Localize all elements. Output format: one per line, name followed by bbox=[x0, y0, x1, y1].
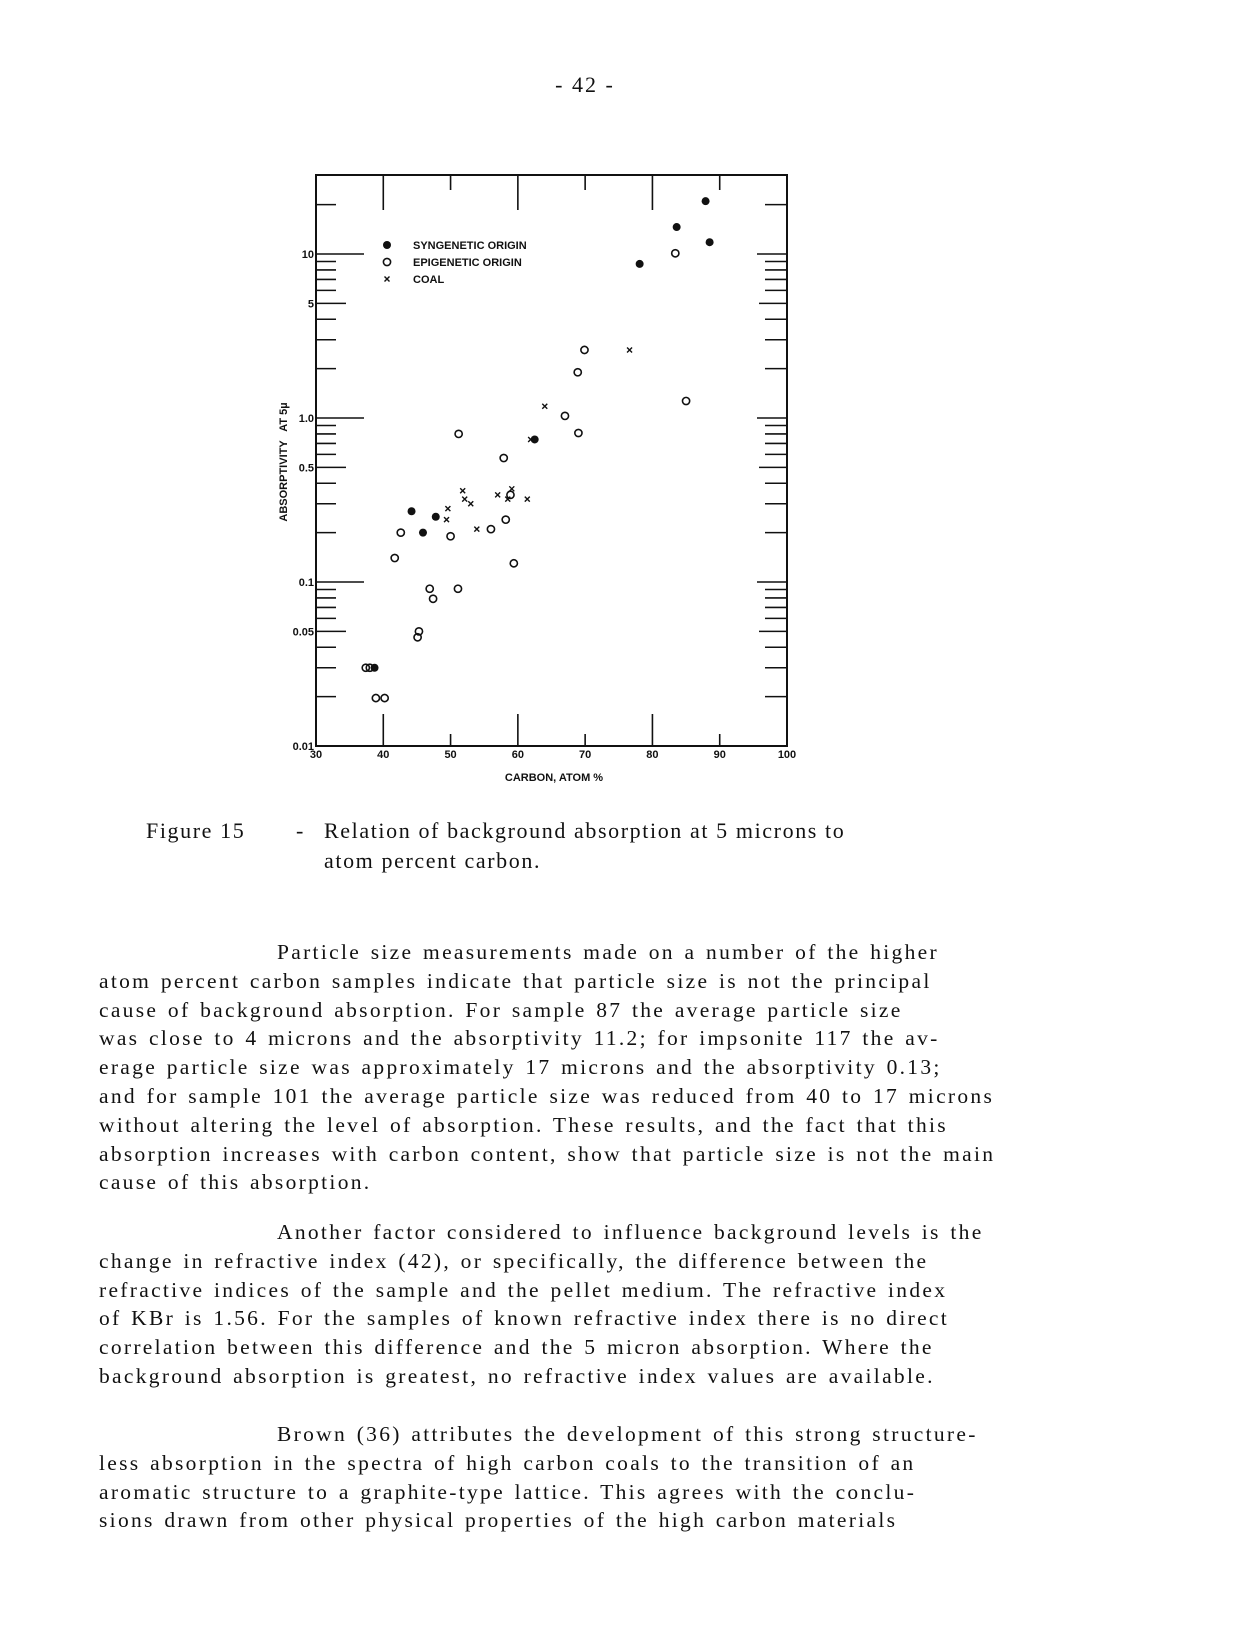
coalpoint bbox=[474, 527, 479, 532]
epigenetic-originpoint bbox=[429, 595, 436, 602]
epigenetic-originpoint bbox=[561, 412, 568, 419]
x-tick-label: 50 bbox=[444, 749, 457, 761]
x-tick-label: 80 bbox=[646, 749, 659, 761]
x-tick-label: 60 bbox=[511, 749, 524, 761]
y-tick-label: 0.05 bbox=[292, 626, 314, 639]
epigenetic-originpoint bbox=[575, 429, 582, 436]
figure-label: Figure 15 bbox=[146, 818, 246, 843]
syngenetic-originpoint bbox=[702, 197, 710, 205]
epigenetic-originpoint bbox=[682, 397, 689, 404]
legend-label: COAL bbox=[413, 274, 445, 286]
text-line: Another factor considered to influence background levels is the bbox=[277, 1220, 984, 1244]
epigenetic-originpoint bbox=[391, 554, 398, 561]
coalpoint bbox=[462, 497, 467, 502]
text-line: Brown (36) attributes the development of this strong structure- bbox=[277, 1422, 978, 1446]
syngenetic-originpoint bbox=[636, 260, 644, 268]
epigenetic-originpoint bbox=[487, 526, 494, 533]
y-tick-label: 1.0 bbox=[298, 413, 314, 425]
legend-label: EPIGENETIC ORIGIN bbox=[413, 257, 522, 269]
text-line: cause of background absorption. For sample 87 the average particle size bbox=[99, 997, 903, 1022]
epigenetic-originpoint bbox=[574, 369, 581, 376]
text-line: change in refractive index (42), or specifically, the difference between the bbox=[99, 1248, 929, 1273]
text-line: atom percent carbon samples indicate that particle size is not the principal bbox=[99, 968, 932, 993]
epigenetic-originpoint bbox=[397, 529, 404, 536]
paragraph-3 bbox=[99, 1420, 978, 1535]
text-line: correlation between this difference and the 5 micron absorption. Where the bbox=[99, 1335, 934, 1360]
x-tick-label: 70 bbox=[579, 749, 592, 761]
scatter-chart bbox=[0, 0, 1256, 800]
text-line: Particle size measurements made on a number of the higher bbox=[277, 940, 939, 964]
syngenetic-originpoint bbox=[673, 223, 681, 231]
text-line: and for sample 101 the average particle size was reduced from 40 to 17 microns bbox=[99, 1083, 995, 1108]
plot-frame bbox=[316, 175, 787, 746]
text-line: aromatic structure to a graphite-type lattice. This agrees with the conclu- bbox=[99, 1479, 917, 1504]
paragraph-2 bbox=[99, 1218, 984, 1391]
y-tick-label: 5 bbox=[307, 298, 314, 311]
epigenetic-originpoint bbox=[372, 694, 379, 701]
text-line: cause of this absorption. bbox=[99, 1170, 372, 1195]
syngenetic-originpoint bbox=[408, 507, 416, 515]
text-line: sions drawn from other physical properties of the high carbon materials bbox=[99, 1508, 898, 1533]
text-line: refractive indices of the sample and the pellet medium. The refractive index bbox=[99, 1277, 948, 1302]
epigenetic-originpoint bbox=[454, 585, 461, 592]
x-tick-label: 100 bbox=[777, 749, 797, 761]
text-line: background absorption is greatest, no refractive index values are available. bbox=[99, 1363, 935, 1388]
epigenetic-originpoint bbox=[426, 585, 433, 592]
legend-marker bbox=[383, 258, 390, 265]
epigenetic-originpoint bbox=[672, 250, 679, 257]
epigenetic-originpoint bbox=[500, 454, 507, 461]
syngenetic-originpoint bbox=[432, 513, 440, 521]
coalpoint bbox=[460, 488, 465, 493]
x-axis-label: CARBON, ATOM % bbox=[504, 772, 604, 784]
text-line: erage particle size was approximately 17 microns and the absorptivity 0.13; bbox=[99, 1055, 942, 1080]
syngenetic-originpoint bbox=[531, 435, 539, 443]
coalpoint bbox=[525, 497, 530, 502]
x-tick-label: 90 bbox=[713, 749, 726, 761]
text-line: less absorption in the spectra of high carbon coals to the transition of an bbox=[99, 1450, 916, 1475]
y-tick-label: 0.01 bbox=[292, 741, 314, 753]
x-tick-label: 30 bbox=[309, 749, 323, 761]
figure-caption-line-1: Relation of background absorption at 5 microns to bbox=[324, 818, 846, 843]
coalpoint bbox=[542, 404, 547, 409]
legend-marker bbox=[383, 241, 391, 249]
coalpoint bbox=[495, 492, 500, 497]
text-line: without altering the level of absorption. These results, and the fact that this bbox=[99, 1112, 948, 1137]
text-line: of KBr is 1.56. For the samples of known refractive index there is no direct bbox=[99, 1306, 950, 1331]
epigenetic-originpoint bbox=[502, 516, 509, 523]
y-tick-label: 0.1 bbox=[298, 577, 314, 589]
epigenetic-originpoint bbox=[510, 560, 517, 567]
epigenetic-originpoint bbox=[455, 430, 462, 437]
epigenetic-originpoint bbox=[447, 533, 454, 540]
syngenetic-originpoint bbox=[419, 529, 427, 537]
coalpoint bbox=[444, 517, 449, 522]
coalpoint bbox=[627, 347, 632, 352]
x-tick-label: 40 bbox=[377, 749, 390, 761]
syngenetic-originpoint bbox=[706, 238, 714, 246]
text-line: was close to 4 microns and the absorptivity 11.2; for impsonite 117 the av- bbox=[99, 1026, 940, 1051]
coalpoint bbox=[445, 506, 450, 511]
figure-dash: - bbox=[296, 818, 305, 843]
epigenetic-originpoint bbox=[581, 346, 588, 353]
figure-caption-line-2: atom percent carbon. bbox=[324, 848, 542, 873]
coalpoint bbox=[468, 501, 473, 506]
y-tick-label: 10 bbox=[301, 249, 314, 261]
legend-label: SYNGENETIC ORIGIN bbox=[413, 240, 527, 252]
legend bbox=[383, 240, 527, 286]
text-line: absorption increases with carbon content, show that particle size is not the main bbox=[99, 1141, 996, 1166]
data-marks bbox=[362, 197, 713, 702]
y-axis-label: ABSORPTIVITY AT 5µ bbox=[278, 402, 290, 522]
epigenetic-originpoint bbox=[381, 694, 388, 701]
legend-marker bbox=[385, 277, 390, 282]
coalpoint bbox=[509, 486, 514, 491]
y-tick-label: 0.5 bbox=[298, 462, 314, 475]
paragraph-1 bbox=[99, 938, 995, 1197]
page-number: - 42 - bbox=[555, 72, 615, 97]
axes bbox=[293, 175, 797, 761]
